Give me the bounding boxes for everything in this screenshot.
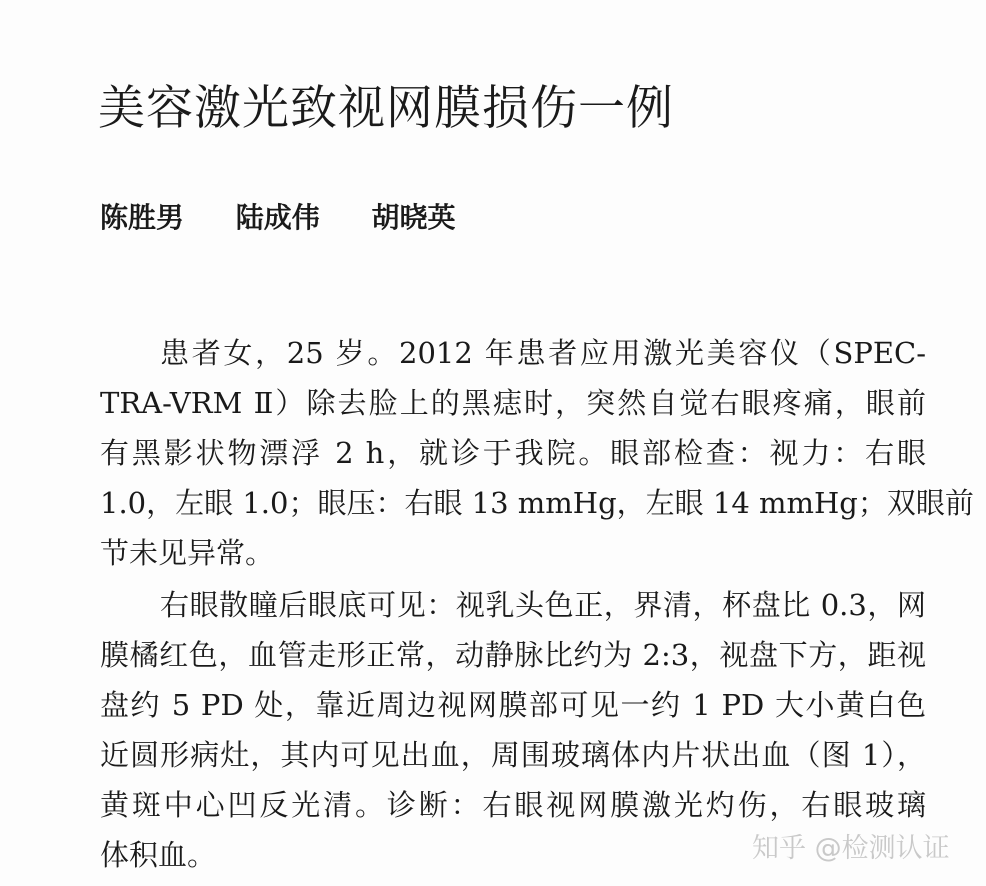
- text-line: 1.0，左眼 1.0；眼压：右眼 13 mmHg，左眼 14 mmHg；双眼前: [100, 486, 974, 520]
- author: 陆成伟: [235, 201, 320, 234]
- text-line: 近圆形病灶，其内可见出血，周围玻璃体内片状出血（图 1），: [100, 738, 926, 772]
- text-line: 膜橘红色，血管走形正常，动静脉比约为 2:3，视盘下方，距视: [100, 638, 926, 672]
- text-line: 盘约 5 PD 处，靠近周边视网膜部可见一约 1 PD 大小黄白色: [100, 688, 926, 722]
- author: 陈胜男: [100, 201, 185, 234]
- text-line: 黄斑中心凹反光清。诊断：右眼视网膜激光灼伤，右眼玻璃: [100, 788, 926, 822]
- author-list: [100, 196, 498, 236]
- watermark: 知乎 @检测认证: [752, 833, 950, 864]
- author: 胡晓英: [371, 201, 456, 234]
- text-line: 患者女，25 岁。2012 年患者应用激光美容仪（SPEC-: [160, 336, 926, 370]
- article-title: 美容激光致视网膜损伤一例: [98, 81, 674, 137]
- text-line: 右眼散瞳后眼底可见：视乳头色正，界清，杯盘比 0.3，网: [160, 588, 926, 622]
- text-line: 节未见异常。: [100, 536, 275, 570]
- text-line: 有黑影状物漂浮 2 h，就诊于我院。眼部检查：视力：右眼: [100, 436, 926, 470]
- text-line: 体积血。: [100, 838, 217, 872]
- paragraph-case-history: [100, 328, 974, 578]
- text-line: TRA-VRM Ⅱ）除去脸上的黑痣时，突然自觉右眼疼痛，眼前: [100, 386, 926, 420]
